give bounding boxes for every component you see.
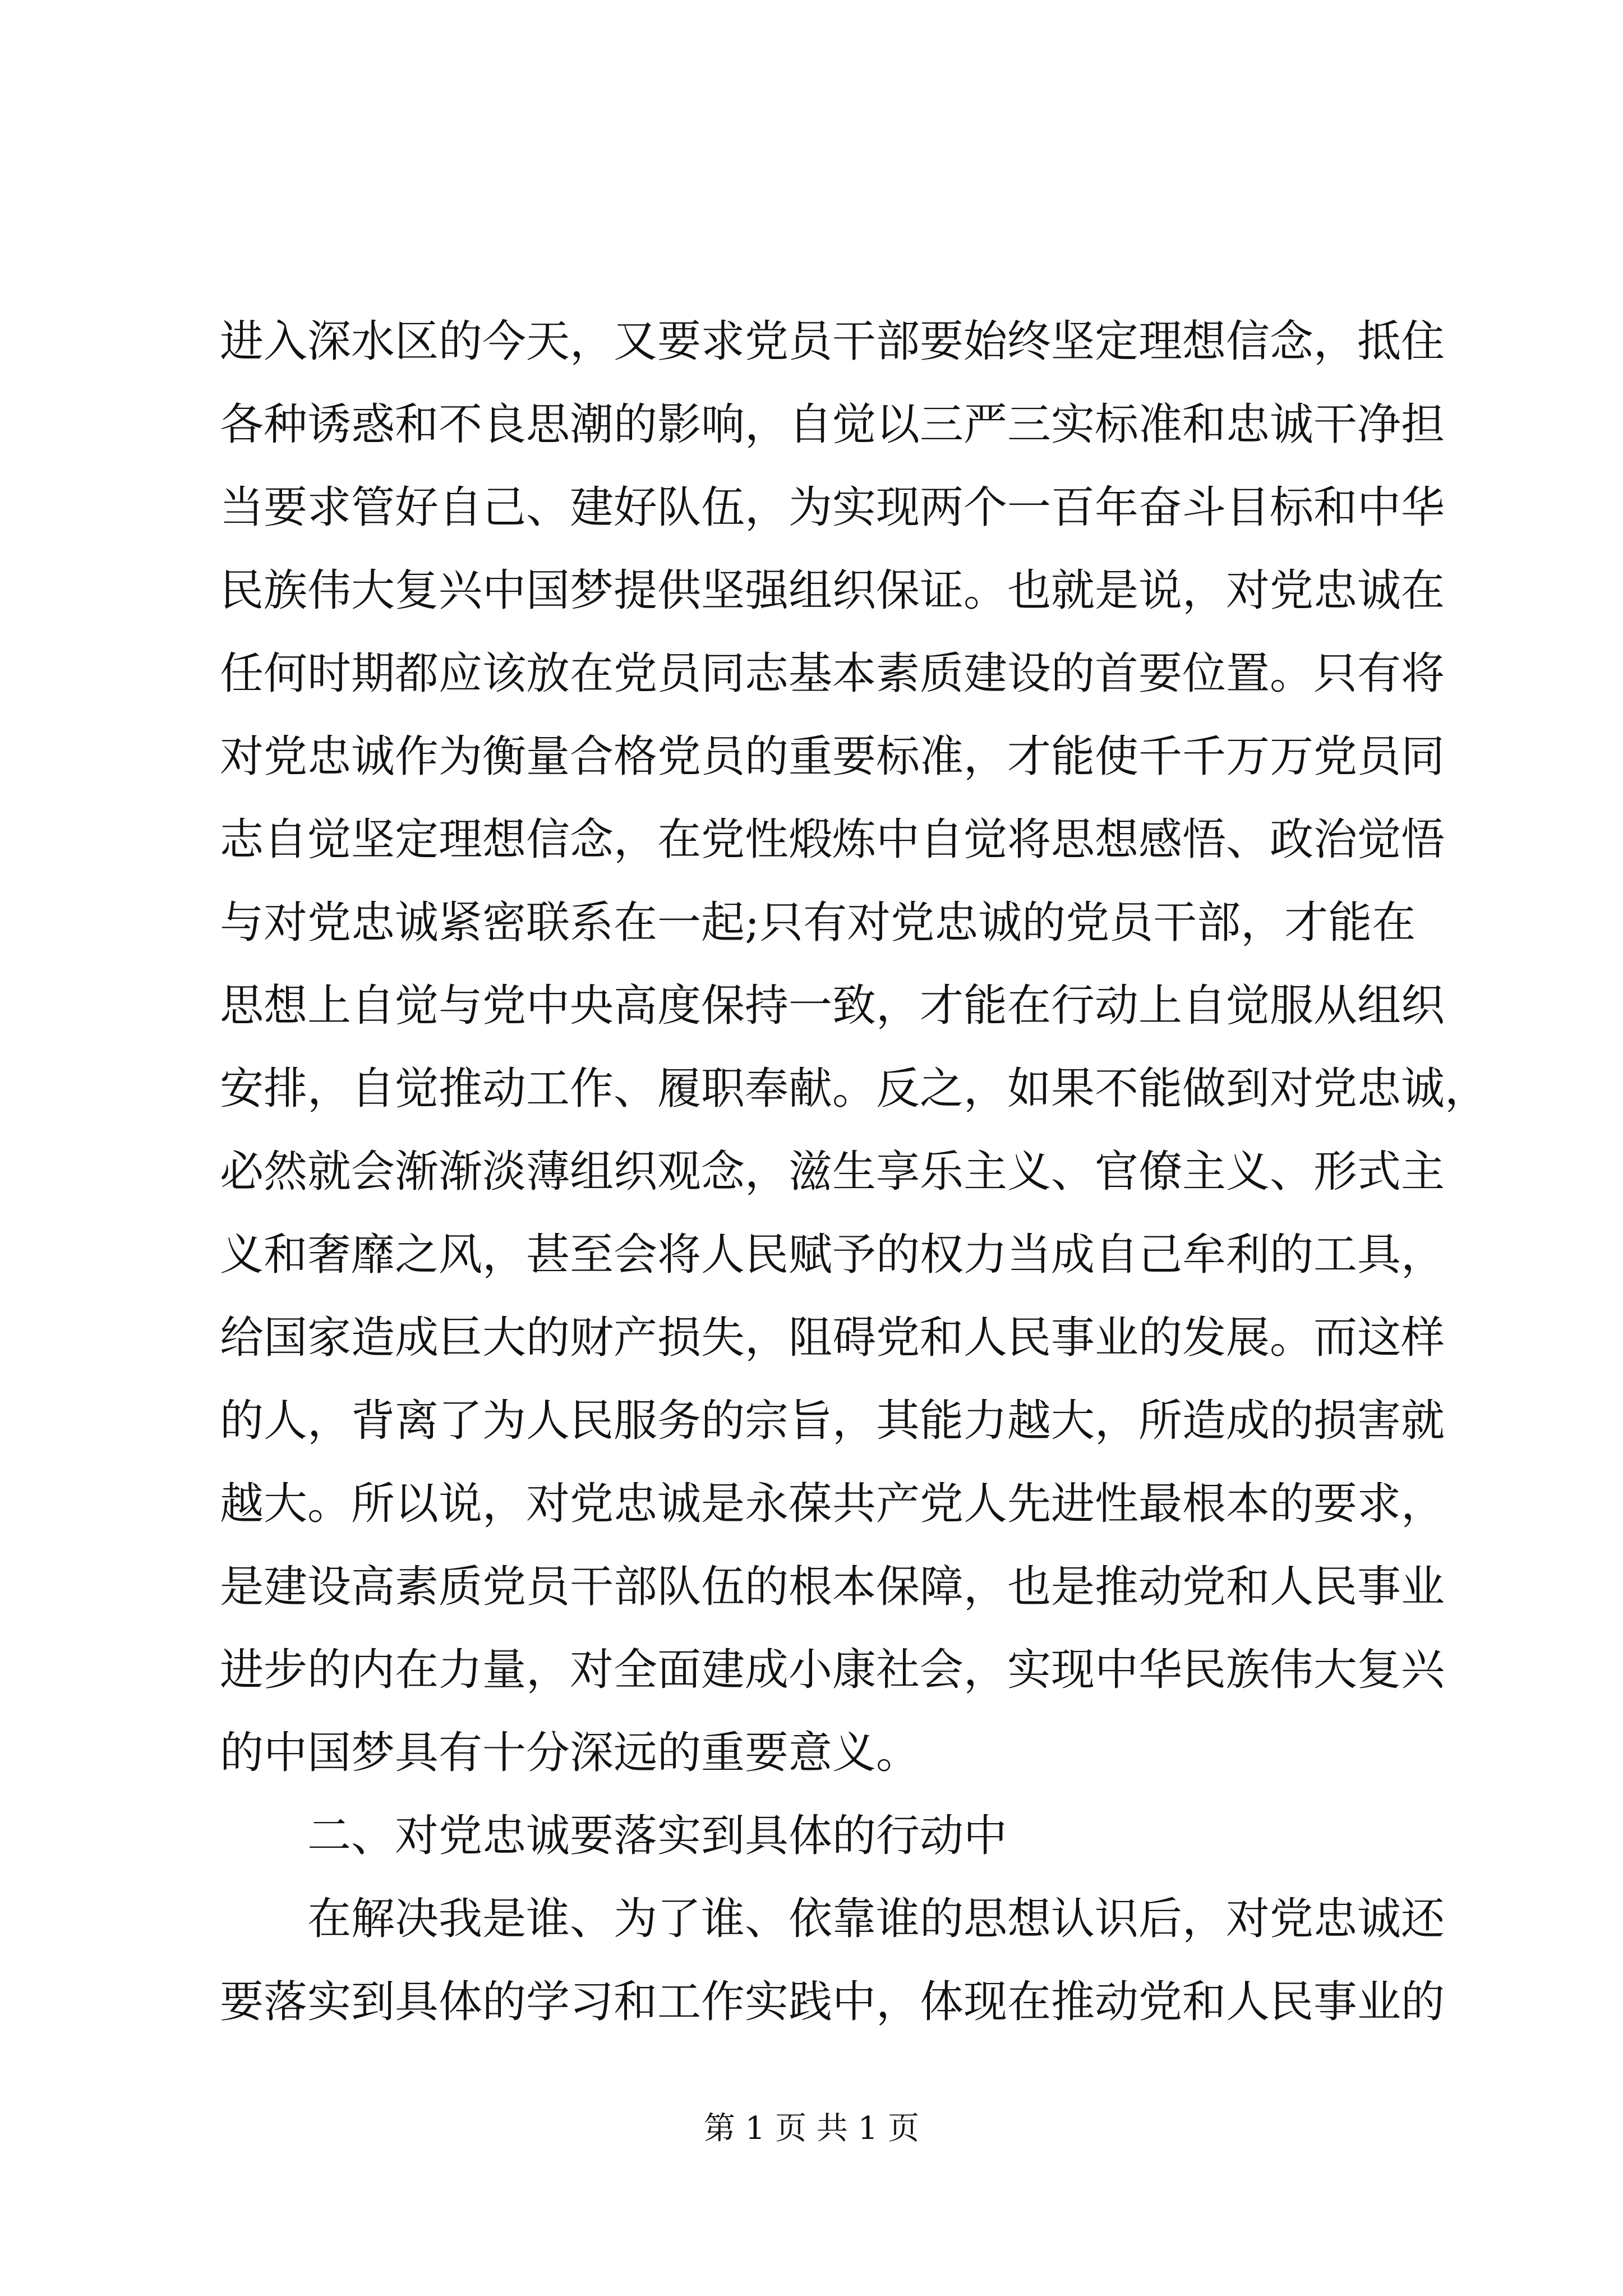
paragraph-line: 对党忠诚作为衡量合格党员的重要标准，才能使千千万万党员同: [220, 731, 1445, 782]
paragraph-line: 越大。所以说，对党忠诚是永葆共产党人先进性最根本的要求，: [220, 1479, 1445, 1529]
paragraph-line: 进步的内在力量，对全面建成小康社会，实现中华民族伟大复兴: [220, 1645, 1445, 1695]
paragraph-line: 当要求管好自己、建好队伍，为实现两个一百年奋斗目标和中华: [220, 482, 1445, 533]
paragraph-line: 任何时期都应该放在党员同志基本素质建设的首要位置。只有将: [220, 648, 1445, 699]
paragraph-line: 各种诱惑和不良思潮的影响，自觉以三严三实标准和忠诚干净担: [220, 399, 1445, 450]
paragraph-line: 给国家造成巨大的财产损失，阻碍党和人民事业的发展。而这样: [220, 1313, 1445, 1363]
paragraph-line: 要落实到具体的学习和工作实践中，体现在推动党和人民事业的: [220, 1977, 1445, 2027]
paragraph-line: 的人，背离了为人民服务的宗旨，其能力越大，所造成的损害就: [220, 1396, 1445, 1446]
paragraph-line: 义和奢靡之风，甚至会将人民赋予的权力当成自己牟利的工具，: [220, 1230, 1445, 1280]
paragraph-line: 思想上自觉与党中央高度保持一致，才能在行动上自觉服从组织: [220, 981, 1445, 1031]
section-heading: 二、对党忠诚要落实到具体的行动中: [307, 1811, 1008, 1861]
paragraph-line: 与对党忠诚紧密联系在一起;只有对党忠诚的党员干部，才能在: [220, 898, 1416, 948]
page-footer: 第 1 页 共 1 页: [703, 2110, 920, 2147]
paragraph-line: 的中国梦具有十分深远的重要意义。: [220, 1728, 920, 1778]
paragraph-line: 在解决我是谁、为了谁、依靠谁的思想认识后，对党忠诚还: [307, 1894, 1445, 1944]
paragraph-line: 是建设高素质党员干部队伍的根本保障，也是推动党和人民事业: [220, 1562, 1445, 1612]
body-text: [220, 300, 1489, 2044]
paragraph-line: 志自觉坚定理想信念，在党性煅炼中自觉将思想感悟、政治觉悟: [220, 815, 1445, 865]
paragraph-line: 安排，自觉推动工作、履职奉献。反之，如果不能做到对党忠诚，: [220, 1064, 1489, 1114]
paragraph-line: 进入深水区的今天，又要求党员干部要始终坚定理想信念，抵住: [220, 316, 1445, 367]
paragraph-line: 民族伟大复兴中国梦提供坚强组织保证。也就是说，对党忠诚在: [220, 565, 1445, 616]
paragraph-line: 必然就会渐渐淡薄组织观念，滋生享乐主义、官僚主义、形式主: [220, 1147, 1445, 1197]
